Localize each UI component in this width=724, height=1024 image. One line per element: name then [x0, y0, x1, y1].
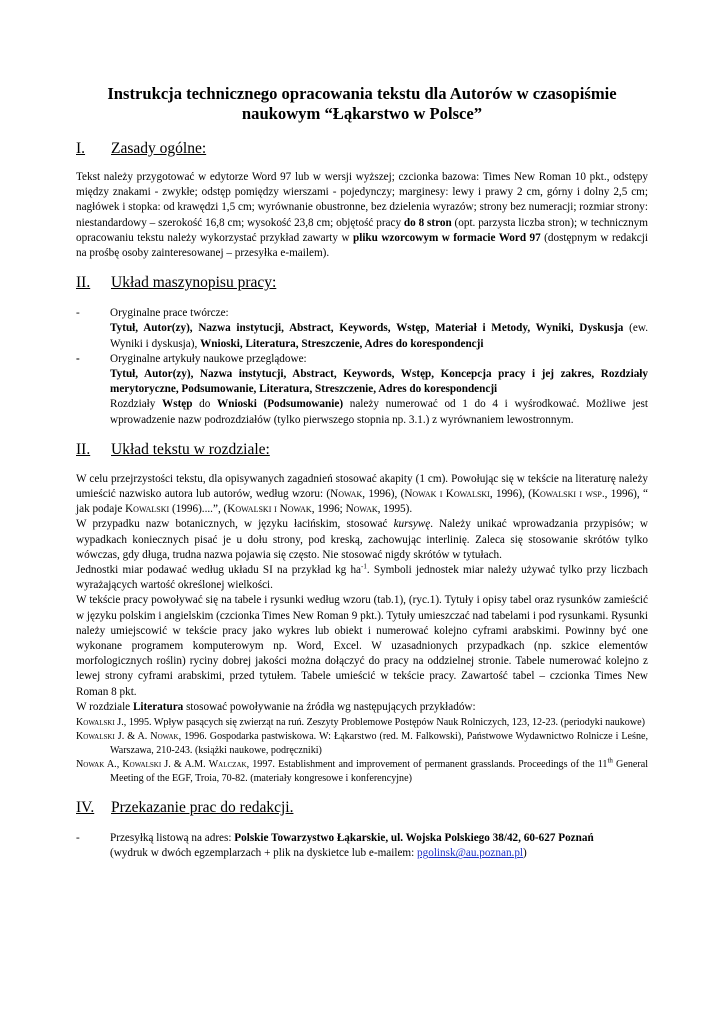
- section-heading-chapter: [76, 440, 648, 459]
- section-title: Zasady ogólne:: [111, 140, 207, 157]
- section-number: I.: [76, 140, 86, 157]
- section-heading-layout: [76, 273, 648, 292]
- section-title: Układ tekstu w rozdziale:: [111, 440, 270, 458]
- chapter-body: [76, 472, 648, 715]
- reference-item: Kowalski J. & A. Nowak, 1996. Gospodarka pastwiskowa. W: Łąkarstwo (red. M. Falkowski), Państwowe Wydawnictwo Rolnicze i Leśne, Warszawa, 210-243. (książki naukowe, podręczniki): [76, 731, 648, 757]
- list-item-review-papers: - Oryginalne artykuły naukowe przeglądowe: Tytuł, Autor(zy), Nazwa instytucji, Abstract, Keywords, Wstęp, Koncepcja pracy i jej zakres, Rozdziały merytoryczne, Podsumowanie, Literatura, Streszczenie, Adres do korespondencji Rozdziały Wstęp do Wnioski (Podsumowanie) należy numerować od 1 do 4 i wyśrodkować. Możliwe jest wprowadzenie nazw podrozdziałów (tylko pierwszego stopnia np. 3.1.) z wyrównaniem lewostronnym.: [76, 352, 649, 426]
- reference-item: Kowalski J., 1995. Wpływ pasących się zwierząt na ruń. Zeszyty Problemowe Postępów Nauk Rolniczych, 123, 12-23. (periodyki naukowe): [76, 717, 645, 729]
- page-title: [76, 84, 648, 124]
- list-item-submission: - Przesyłką listową na adres: Polskie Towarzystwo Łąkarskie, ul. Wojska Polskiego 38/42, 60-627 Poznań (wydruk w dwóch egzemplarzach + plik na dyskietce lub e-mailem: pgolinsk@au.poznan.pl): [76, 832, 594, 860]
- section-number: IV.: [76, 799, 95, 817]
- general-rules-paragraph: Tekst należy przygotować w edytorze Word 97 lub w wersji wyższej; czcionka bazowa: Times New Roman 10 pkt., odstępy między znakami - zwykłe; odstęp pomiędzy wierszami - pojedynczy; marginesy: lewy i prawy 2 cm, górny i dolny 2,5 cm; nagłówek i stopka: od krawędzi 1,5 cm; wyrównanie obustronne, bez dzielenia wyrazów; strony bez numeracji; rozmiar strony: niestandardowy – szerokość 16,8 cm; wysokość 23,8 cm; objętość pracy do 8 stron (opt. parzysta liczba stron); w technicznym opracowaniu tekstu należy wykorzystać przykład zawarty w pliku wzorcowym w formacie Word 97 (dostępnym w redakcji na prośbę osoby zainteresowanej – przesyłka e-mailem).: [76, 171, 648, 260]
- document-page: [76, 84, 648, 862]
- reference-list: [76, 716, 648, 786]
- section-heading-general: [76, 139, 648, 158]
- section-title: Przekazanie prac do redakcji.: [111, 799, 294, 817]
- paragraph-units: Jednostki miar podawać według układu SI na przykład kg $ha^{-1}$. Symboli jednostek miar należy używać tylko przy liczbach wyrażających wartość określonej wielkości.: [76, 562, 648, 592]
- paragraph-citations: W celu przejrzystości tekstu, dla opisywanych zagadnień stosować akapity (1 cm). Powołując się w tekście na literaturę należy umieścić nazwisko autora lub autorów, według wzoru: (Nowak, 1996), (Nowak i Kowalski, 1996), (Kowalski i wsp., 1996), “ jak podaje Kowalski (1996)....”, (Kowalski i Nowak, 1996; Nowak, 1995).: [76, 472, 648, 516]
- paragraph-botanical: W przypadku nazw botanicznych, w języku łacińskim, stosować kursywę. Należy unikać wprowadzania przypisów; w wypadkach koniecznych pisać je u dołu strony, pod kreską, zachowując interlinię. Zaleca się stosowanie skrótów tylko wówczas, gdy długa, trudna nazwa pojawia się często. Nie stosować nigdy skrótów w tytułach.: [76, 518, 649, 561]
- paragraph-tables: W tekście pracy powoływać się na tabele i rysunki według wzoru (tab.1), (ryc.1). Tytuły i opisy tabel oraz rysunków zamieścić w języku polskim i angielskim (czcionka Times New Roman 9 pkt.). Tytuły umieszczać nad tabelami i pod rysunkami. Rysunki należy umiejscowić w tekście pracy jako wykres lub obiekt i numerować kolejno cyframi arabskimi. Powinny być one wykonane programem komputerowym np. Word, Excel. W uzasadnionych przypadkach (np. szkice elementów morfologicznych roślin) ryciny dobrej jakości można dołączyć do pracy na oddzielnej stronie. Tabele numerować kolejno z lewej strony cyframi arabskimi, przed tytułem. Tabele umieścić w tekście pracy. Zawartość tabel – czcionka Times New Roman 8 pkt.: [76, 594, 648, 698]
- list-item-original-papers: - Oryginalne prace twórcze: Tytuł, Autor(zy), Nazwa instytucji, Abstract, Keywords, Wstęp, Materiał i Metody, Wyniki, Dyskusja (ew. Wyniki i dyskusja), Wnioski, Literatura, Streszczenie, Adres do korespondencji: [76, 307, 648, 350]
- paragraph-literature: W rozdziale Literatura stosować powoływanie na źródła wg następujących przykładów:: [76, 700, 476, 713]
- section-number: II.: [76, 440, 91, 458]
- title-line-1: Instrukcja technicznego opracowania tekstu dla Autorów w czasopiśmie: [107, 84, 617, 103]
- section-number: II.: [76, 274, 91, 292]
- reference-item: Nowak A., Kowalski J. & A.M. Walczak, 1997. Establishment and improvement of permanent grasslands. Proceedings of the 11th General Meeting of the EGF, Troia, 70-82. (materiały kongresowe i konferencyjne): [76, 756, 649, 785]
- section-title: Układ maszynopisu pracy:: [111, 274, 277, 292]
- email-link[interactable]: pgolinsk@au.poznan.pl: [417, 847, 524, 860]
- title-line-2: naukowym “Łąkarstwo w Polsce”: [241, 104, 483, 123]
- section-heading-submission: [76, 798, 648, 817]
